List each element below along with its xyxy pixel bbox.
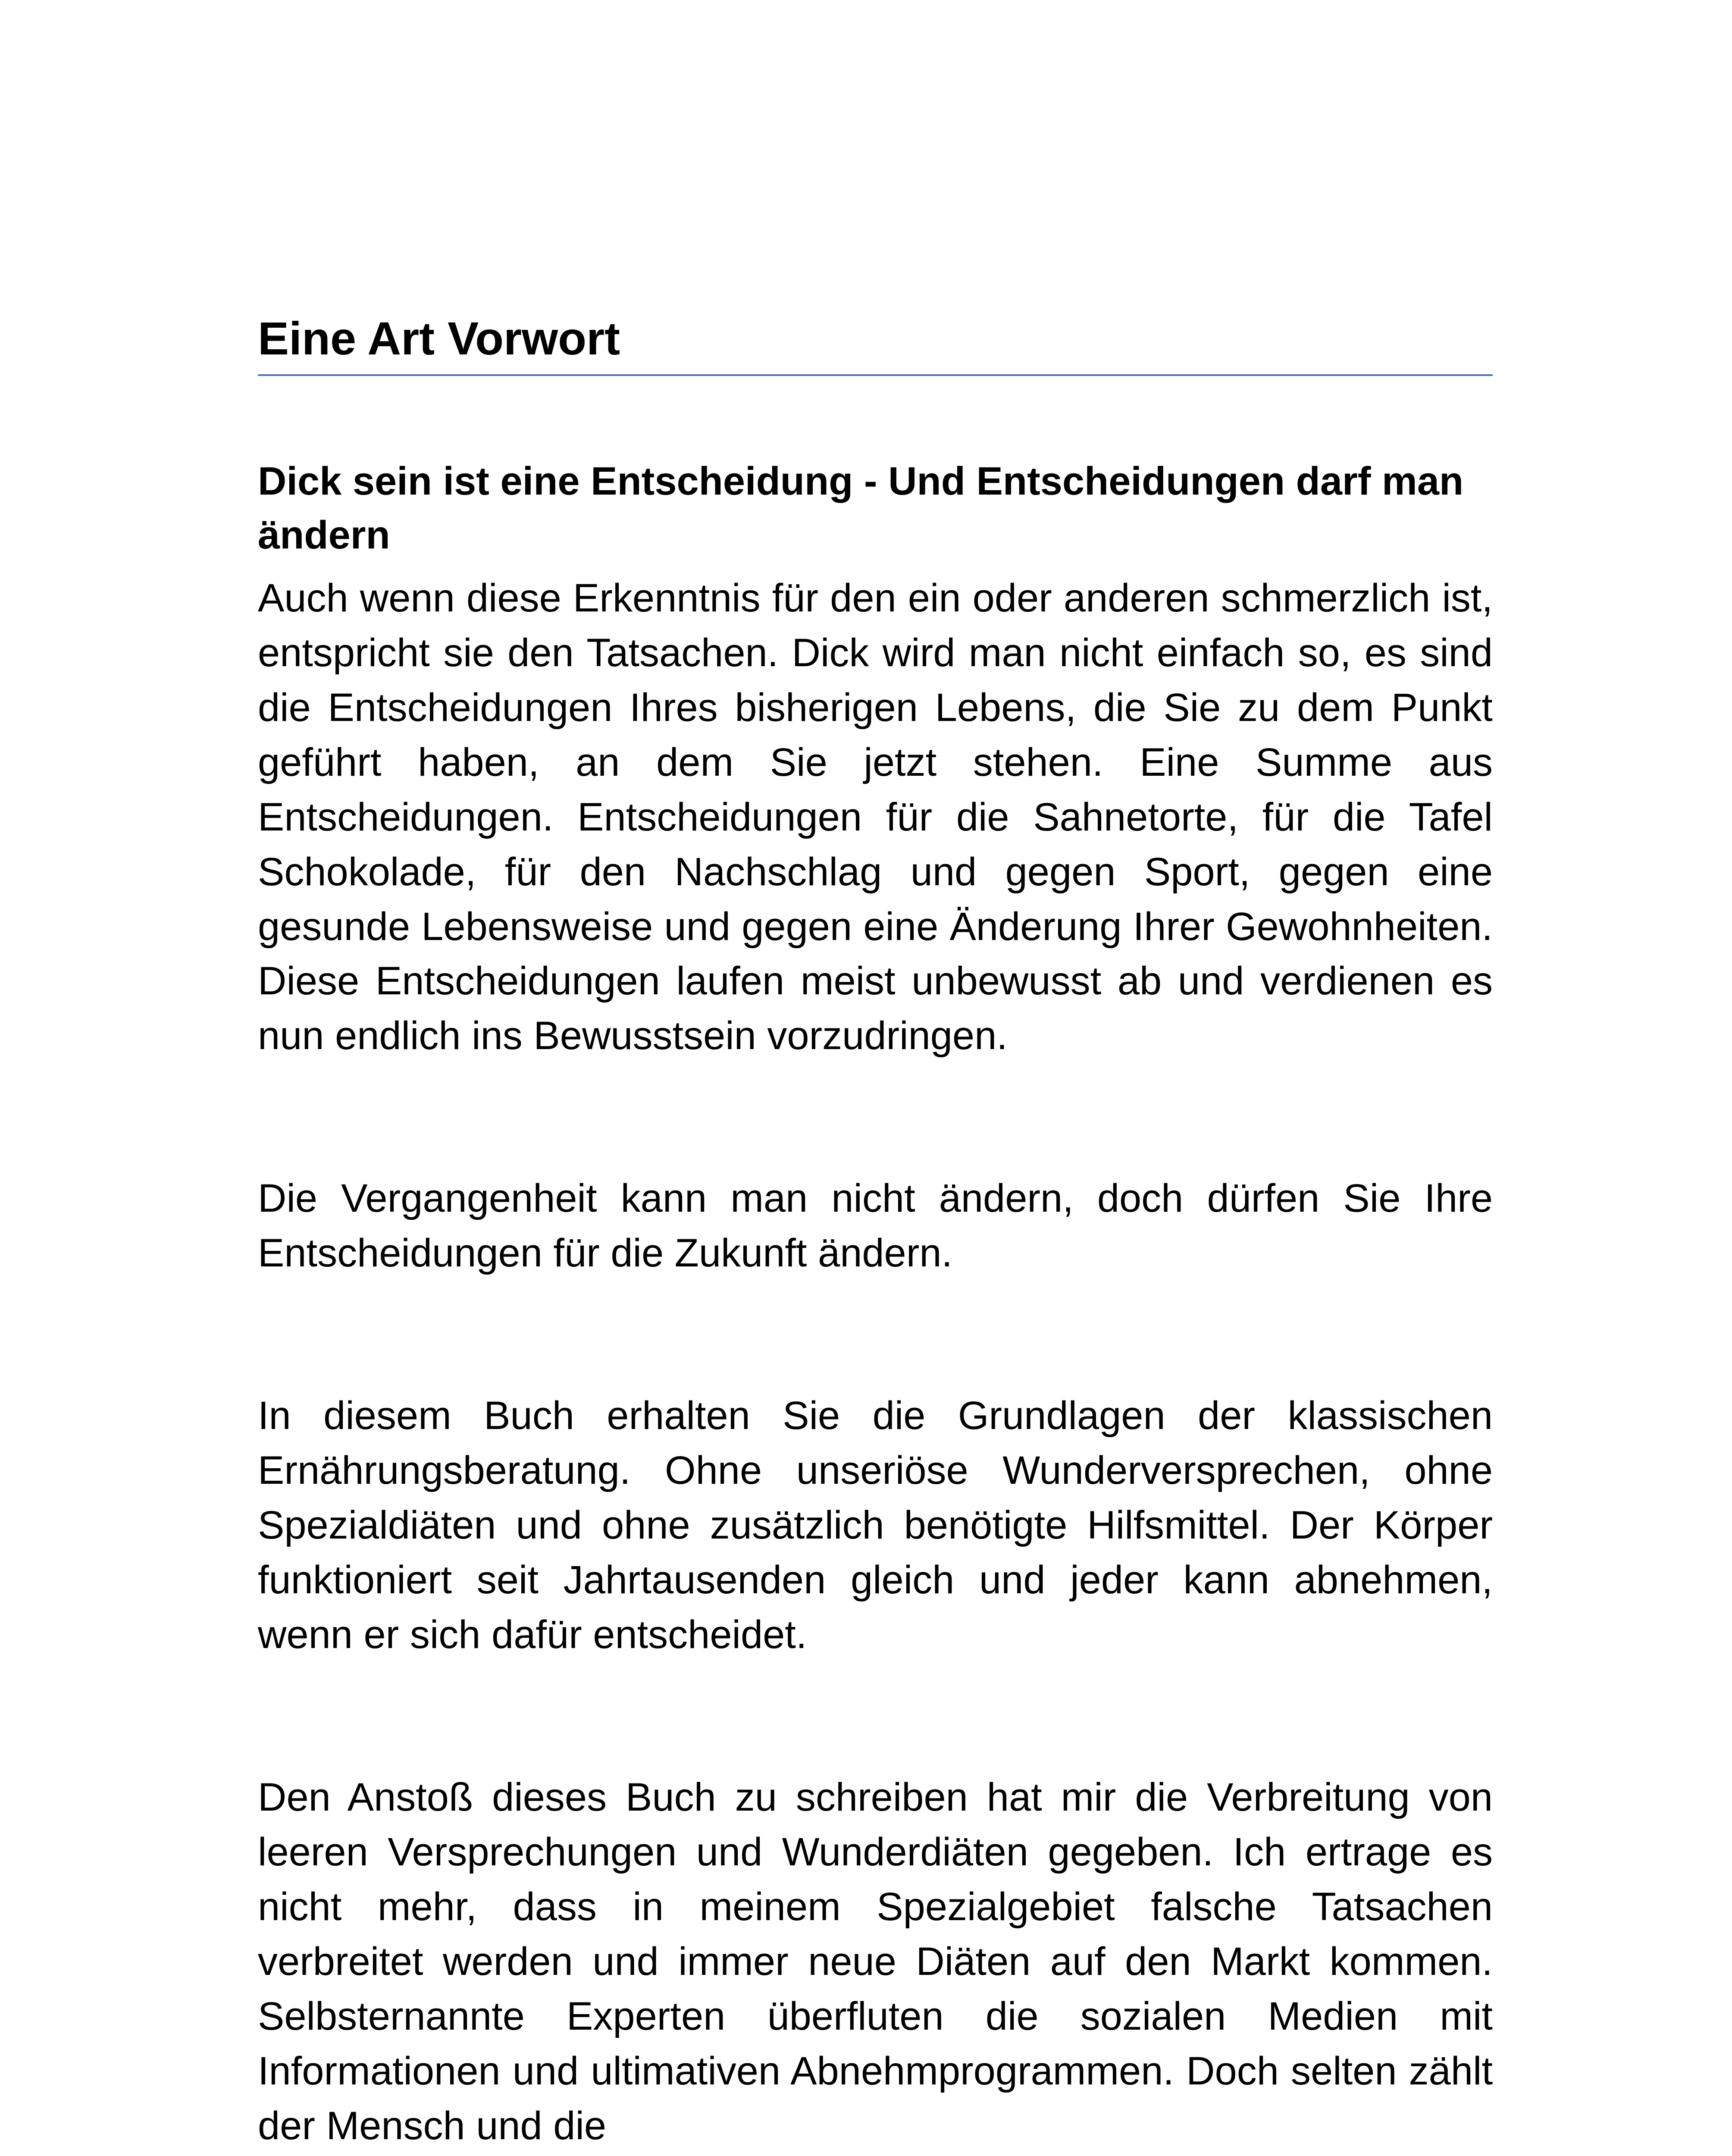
chapter-title: Eine Art Vorwort — [258, 310, 1493, 376]
section-heading: Dick sein ist eine Entscheidung - Und Entscheidungen darf man ändern — [258, 459, 1464, 557]
paragraph-3: In diesem Buch erhalten Sie die Grundlagen der klassischen Ernährungsberatung. Ohne unseriöse Wunderversprechen, ohne Spezialdiäten und ohne zusätzlich benötigte Hilfsmittel. Der Körper funktioniert seit Jahrtausenden gleich und jeder kann abnehmen, wenn er sich dafür entscheidet. — [258, 1394, 1493, 1657]
paragraph-4: Den Anstoß dieses Buch zu schreiben hat mir die Verbreitung von leeren Versprechungen und Wunderdiäten gegeben. Ich ertrage es nicht mehr, dass in meinem Spezialgebiet falsche Tatsachen verbreitet werden und immer neue Diäten auf den Markt kommen. Selbsternannte Experten überfluten die sozialen Medien mit Informationen und ultimativen Abnehmprogrammen. Doch selten zählt der Mensch und die — [258, 1775, 1493, 2148]
paragraph-1: Auch wenn diese Erkenntnis für den ein oder anderen schmerzlich ist, entspricht sie den Tatsachen. Dick wird man nicht einfach so, es sind die Entscheidungen Ihres bisherigen Lebens, die Sie zu dem Punkt geführt haben, an dem Sie jetzt stehen. Eine Summe aus Entscheidungen. Entscheidungen für die Sahnetorte, für die Tafel Schokolade, für den Nachschlag und gegen Sport, gegen eine gesunde Lebensweise und gegen eine Änderung Ihrer Gewohnheiten. Diese Entscheidungen laufen meist unbewusst ab und verdienen es nun endlich ins Bewusstsein vorzudringen. — [258, 576, 1493, 1058]
page-content — [258, 310, 1493, 2153]
paragraph-2: Die Vergangenheit kann man nicht ändern, doch dürfen Sie Ihre Entscheidungen für die Zukunft ändern. — [258, 1176, 1493, 1275]
